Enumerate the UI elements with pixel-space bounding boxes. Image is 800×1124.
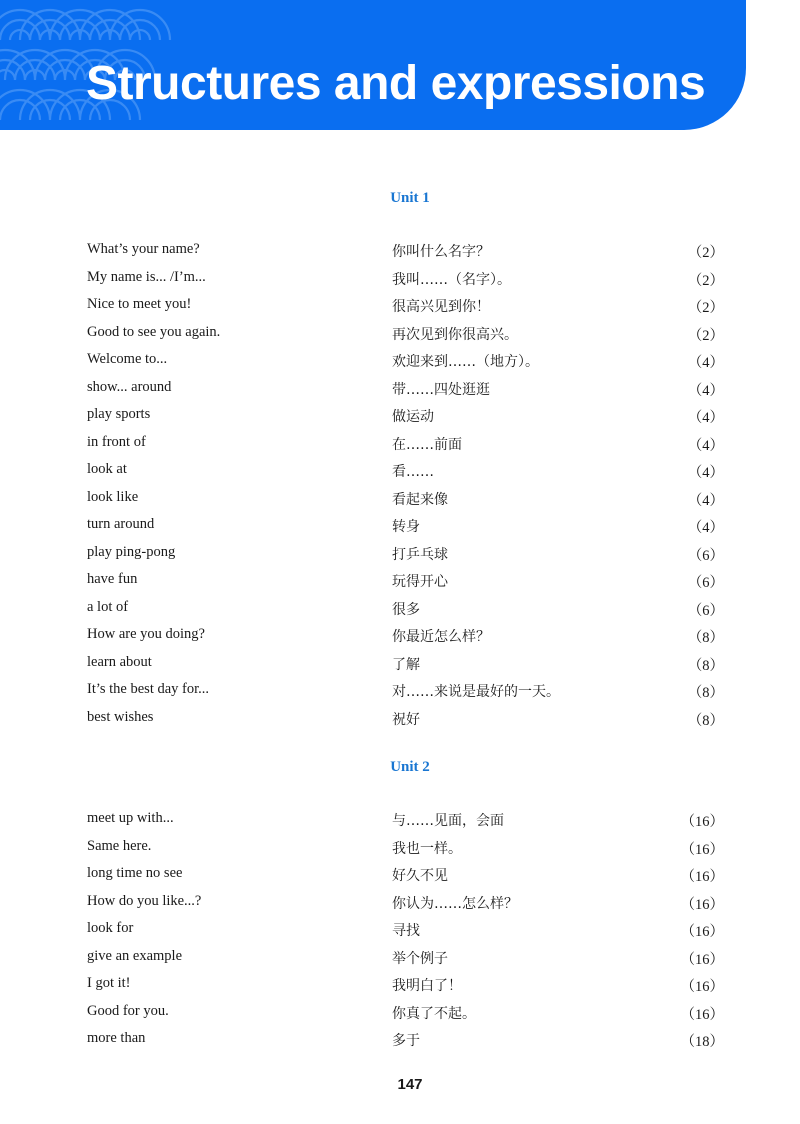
- chinese-translation: 我叫……（名字）。: [392, 271, 511, 288]
- page-reference: （16）: [680, 979, 724, 995]
- english-expression: look like: [87, 488, 139, 505]
- expression-row: [0, 406, 800, 434]
- expression-row: [0, 571, 800, 599]
- chinese-translation: 多于: [392, 1033, 420, 1049]
- english-expression: I got it!: [87, 975, 131, 991]
- chinese-translation: 再次见到你很高兴。: [392, 326, 518, 343]
- chinese-translation: 做运动: [392, 409, 434, 425]
- page-title: Structures and expressions: [86, 57, 706, 110]
- expression-row: [0, 893, 800, 921]
- unit-heading: Unit 2: [390, 759, 430, 775]
- english-expression: Good for you.: [87, 1002, 169, 1019]
- expression-row: [0, 920, 800, 948]
- english-expression: a lot of: [87, 598, 129, 615]
- english-expression: long time no see: [87, 865, 183, 881]
- title-banner: [0, 0, 746, 130]
- page-reference: （2）: [687, 272, 724, 289]
- unit-heading: Unit 1: [390, 190, 430, 206]
- english-expression: Same here.: [87, 837, 152, 854]
- chinese-translation: 你真了不起。: [392, 1005, 476, 1022]
- expression-row: [0, 269, 800, 297]
- chinese-translation: 玩得开心: [392, 574, 448, 590]
- chinese-translation: 看起来像: [392, 491, 448, 508]
- english-expression: turn around: [87, 516, 155, 532]
- page-reference: （6）: [687, 547, 724, 564]
- english-expression: Good to see you again.: [87, 323, 221, 340]
- chinese-translation: 与……见面，会面: [392, 813, 504, 829]
- expression-row: [0, 975, 800, 1003]
- chinese-translation: 在……前面: [392, 436, 462, 453]
- page-reference: （8）: [687, 712, 724, 729]
- english-expression: Welcome to...: [87, 351, 168, 367]
- page-reference: （4）: [687, 382, 724, 399]
- english-expression: meet up with...: [87, 810, 174, 826]
- page-reference: （4）: [687, 437, 724, 454]
- english-expression: Nice to meet you!: [87, 296, 192, 312]
- expression-row: [0, 599, 800, 627]
- page-reference: （4）: [687, 492, 724, 509]
- page-reference: （16）: [680, 814, 724, 830]
- expression-list: [0, 241, 800, 736]
- page-reference: （8）: [687, 685, 724, 701]
- page-reference: （6）: [687, 575, 724, 591]
- expression-row: [0, 626, 800, 654]
- expression-row: [0, 296, 800, 324]
- expression-row: [0, 1003, 800, 1031]
- english-expression: more than: [87, 1030, 146, 1046]
- page-reference: （16）: [680, 924, 724, 940]
- page-reference: （8）: [687, 657, 724, 674]
- page-reference: （18）: [680, 1034, 724, 1050]
- page-reference: （4）: [687, 355, 724, 371]
- chinese-translation: 举个例子: [392, 950, 448, 967]
- chinese-translation: 我明白了！: [392, 978, 462, 994]
- english-expression: look for: [87, 920, 134, 936]
- chinese-translation: 了解: [392, 656, 420, 673]
- expression-row: [0, 654, 800, 682]
- expression-row: [0, 681, 800, 709]
- english-expression: look at: [87, 461, 127, 477]
- english-expression: give an example: [87, 947, 183, 964]
- expression-row: [0, 1030, 800, 1058]
- page-reference: （2）: [687, 245, 724, 261]
- english-expression: play ping-pong: [87, 543, 176, 560]
- chinese-translation: 很多: [392, 601, 420, 618]
- english-expression: show... around: [87, 378, 172, 395]
- chinese-translation: 带……四处逛逛: [392, 381, 490, 398]
- page-reference: （4）: [687, 520, 724, 536]
- expression-row: [0, 489, 800, 517]
- english-expression: What’s your name?: [87, 241, 200, 257]
- expression-row: [0, 241, 800, 269]
- expression-row: [0, 544, 800, 572]
- expression-row: [0, 516, 800, 544]
- page-reference: （16）: [680, 869, 724, 885]
- expression-row: [0, 810, 800, 838]
- chinese-translation: 寻找: [392, 923, 420, 939]
- chinese-translation: 好久不见: [392, 868, 448, 884]
- expression-row: [0, 709, 800, 737]
- page-reference: （4）: [687, 410, 724, 426]
- page-reference: （16）: [680, 951, 724, 968]
- expression-row: [0, 351, 800, 379]
- page-number: 147: [397, 1076, 423, 1093]
- chinese-translation: 你叫什么名字？: [392, 244, 490, 260]
- english-expression: It’s the best day for...: [87, 681, 210, 697]
- chinese-translation: 对……来说是最好的一天。: [392, 684, 560, 700]
- expression-row: [0, 434, 800, 462]
- page-reference: （4）: [687, 465, 724, 481]
- expression-list: [0, 810, 800, 1058]
- page-reference: （16）: [680, 896, 724, 913]
- page-reference: （2）: [687, 327, 724, 344]
- chinese-translation: 祝好: [392, 711, 420, 728]
- page-reference: （8）: [687, 630, 724, 646]
- english-expression: play sports: [87, 406, 151, 422]
- expression-row: [0, 865, 800, 893]
- english-expression: have fun: [87, 571, 138, 587]
- chinese-translation: 打乒乓球: [392, 546, 448, 563]
- page-reference: （16）: [680, 1006, 724, 1023]
- english-expression: in front of: [87, 433, 146, 450]
- english-expression: How do you like...?: [87, 892, 202, 909]
- chinese-translation: 你认为……怎么样？: [392, 895, 518, 912]
- english-expression: How are you doing?: [87, 626, 205, 642]
- chinese-translation: 转身: [392, 519, 420, 535]
- english-expression: My name is... /I’m...: [87, 268, 206, 285]
- page-reference: （16）: [680, 841, 724, 858]
- page-reference: （2）: [687, 300, 724, 316]
- expression-row: [0, 324, 800, 352]
- chinese-translation: 欢迎来到……（地方）。: [392, 354, 539, 370]
- english-expression: best wishes: [87, 708, 154, 725]
- expression-row: [0, 948, 800, 976]
- expression-row: [0, 379, 800, 407]
- chinese-translation: 我也一样。: [392, 840, 462, 857]
- page-reference: （6）: [687, 602, 724, 619]
- chinese-translation: 很高兴见到你！: [392, 299, 490, 315]
- chinese-translation: 看……: [392, 464, 434, 480]
- english-expression: learn about: [87, 653, 152, 670]
- chinese-translation: 你最近怎么样？: [392, 629, 490, 645]
- expression-row: [0, 838, 800, 866]
- expression-row: [0, 461, 800, 489]
